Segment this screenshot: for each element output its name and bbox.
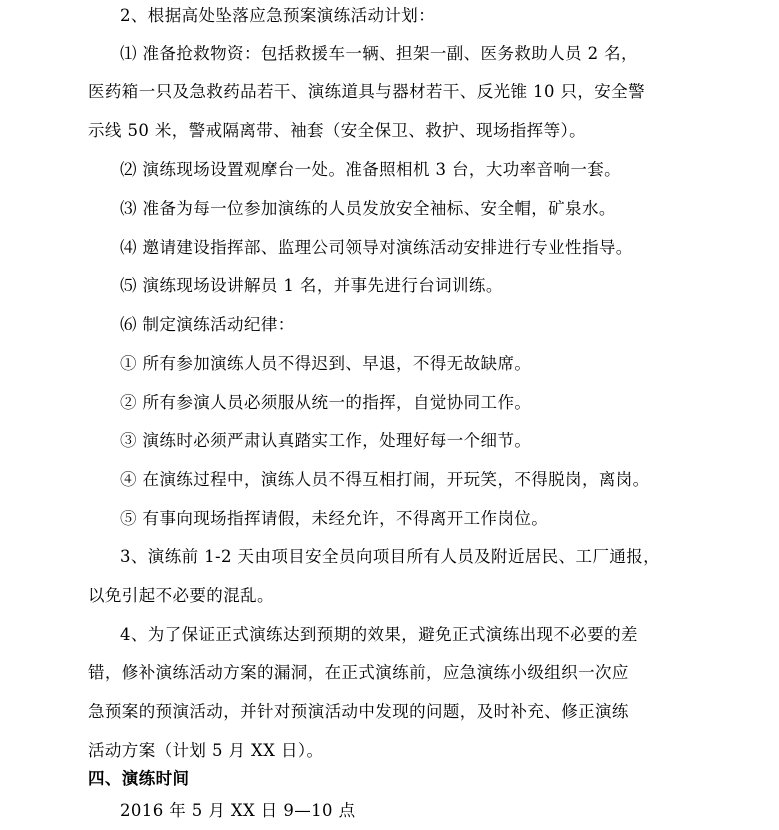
- item-6: ⑹ 制定演练活动纪律：: [120, 315, 295, 334]
- paragraph-3-line-1: 3、演练前 1-2 天由项目安全员向项目所有人员及附近居民、工厂通报，: [120, 547, 661, 566]
- paragraph-4-line-3: 急预案的预演活动，并针对预演活动中发现的问题，及时补充、修正演练: [88, 702, 629, 721]
- item-2: ⑵ 演练现场设置观摩台一处。准备照相机 3 台，大功率音响一套。: [120, 160, 622, 179]
- item-5: ⑸ 演练现场设讲解员 1 名，并事先进行台词训练。: [120, 276, 503, 295]
- paragraph-4-line-1: 4、为了保证正式演练达到预期的效果，避免正式演练出现不必要的差: [120, 625, 638, 644]
- rule-3: ③ 演练时必须严肃认真踏实工作，处理好每一个细节。: [120, 431, 532, 450]
- item-4: ⑷ 邀请建设指挥部、监理公司领导对演练活动安排进行专业性指导。: [120, 238, 633, 257]
- paragraph-2-heading: 2、根据高处坠落应急预案演练活动计划：: [120, 6, 436, 25]
- paragraph-4-line-2: 错，修补演练活动方案的漏洞，在正式演练前，应急演练小级组织一次应: [88, 663, 629, 682]
- drill-time-value: 2016 年 5 月 XX 日 9—10 点: [120, 801, 356, 820]
- section-heading-drill-time: 四、演练时间: [88, 769, 190, 788]
- item-1-line-3: 示线 50 米，警戒隔离带、袖套（安全保卫、救护、现场指挥等）。: [88, 121, 587, 140]
- rule-5: ⑤ 有事向现场指挥请假，未经允许，不得离开工作岗位。: [120, 509, 549, 528]
- rule-2: ② 所有参演人员必须服从统一的指挥，自觉协同工作。: [120, 393, 532, 412]
- item-1-line-2: 医药箱一只及急救药品若干、演练道具与器材若干、反光锥 10 只，安全警: [88, 82, 645, 101]
- paragraph-4-line-4: 活动方案（计划 5 月 XX 日）。: [88, 741, 324, 760]
- paragraph-3-line-2: 以免引起不必要的混乱。: [88, 586, 274, 605]
- rule-4: ④ 在演练过程中，演练人员不得互相打闹，开玩笑，不得脱岗，离岗。: [120, 470, 650, 489]
- item-3: ⑶ 准备为每一位参加演练的人员发放安全袖标、安全帽，矿泉水。: [120, 199, 616, 218]
- rule-1: ① 所有参加演练人员不得迟到、早退，不得无故缺席。: [120, 354, 532, 373]
- item-1-line-1: ⑴ 准备抢救物资：包括救援车一辆、担架一副、医务救助人员 2 名，: [120, 44, 638, 63]
